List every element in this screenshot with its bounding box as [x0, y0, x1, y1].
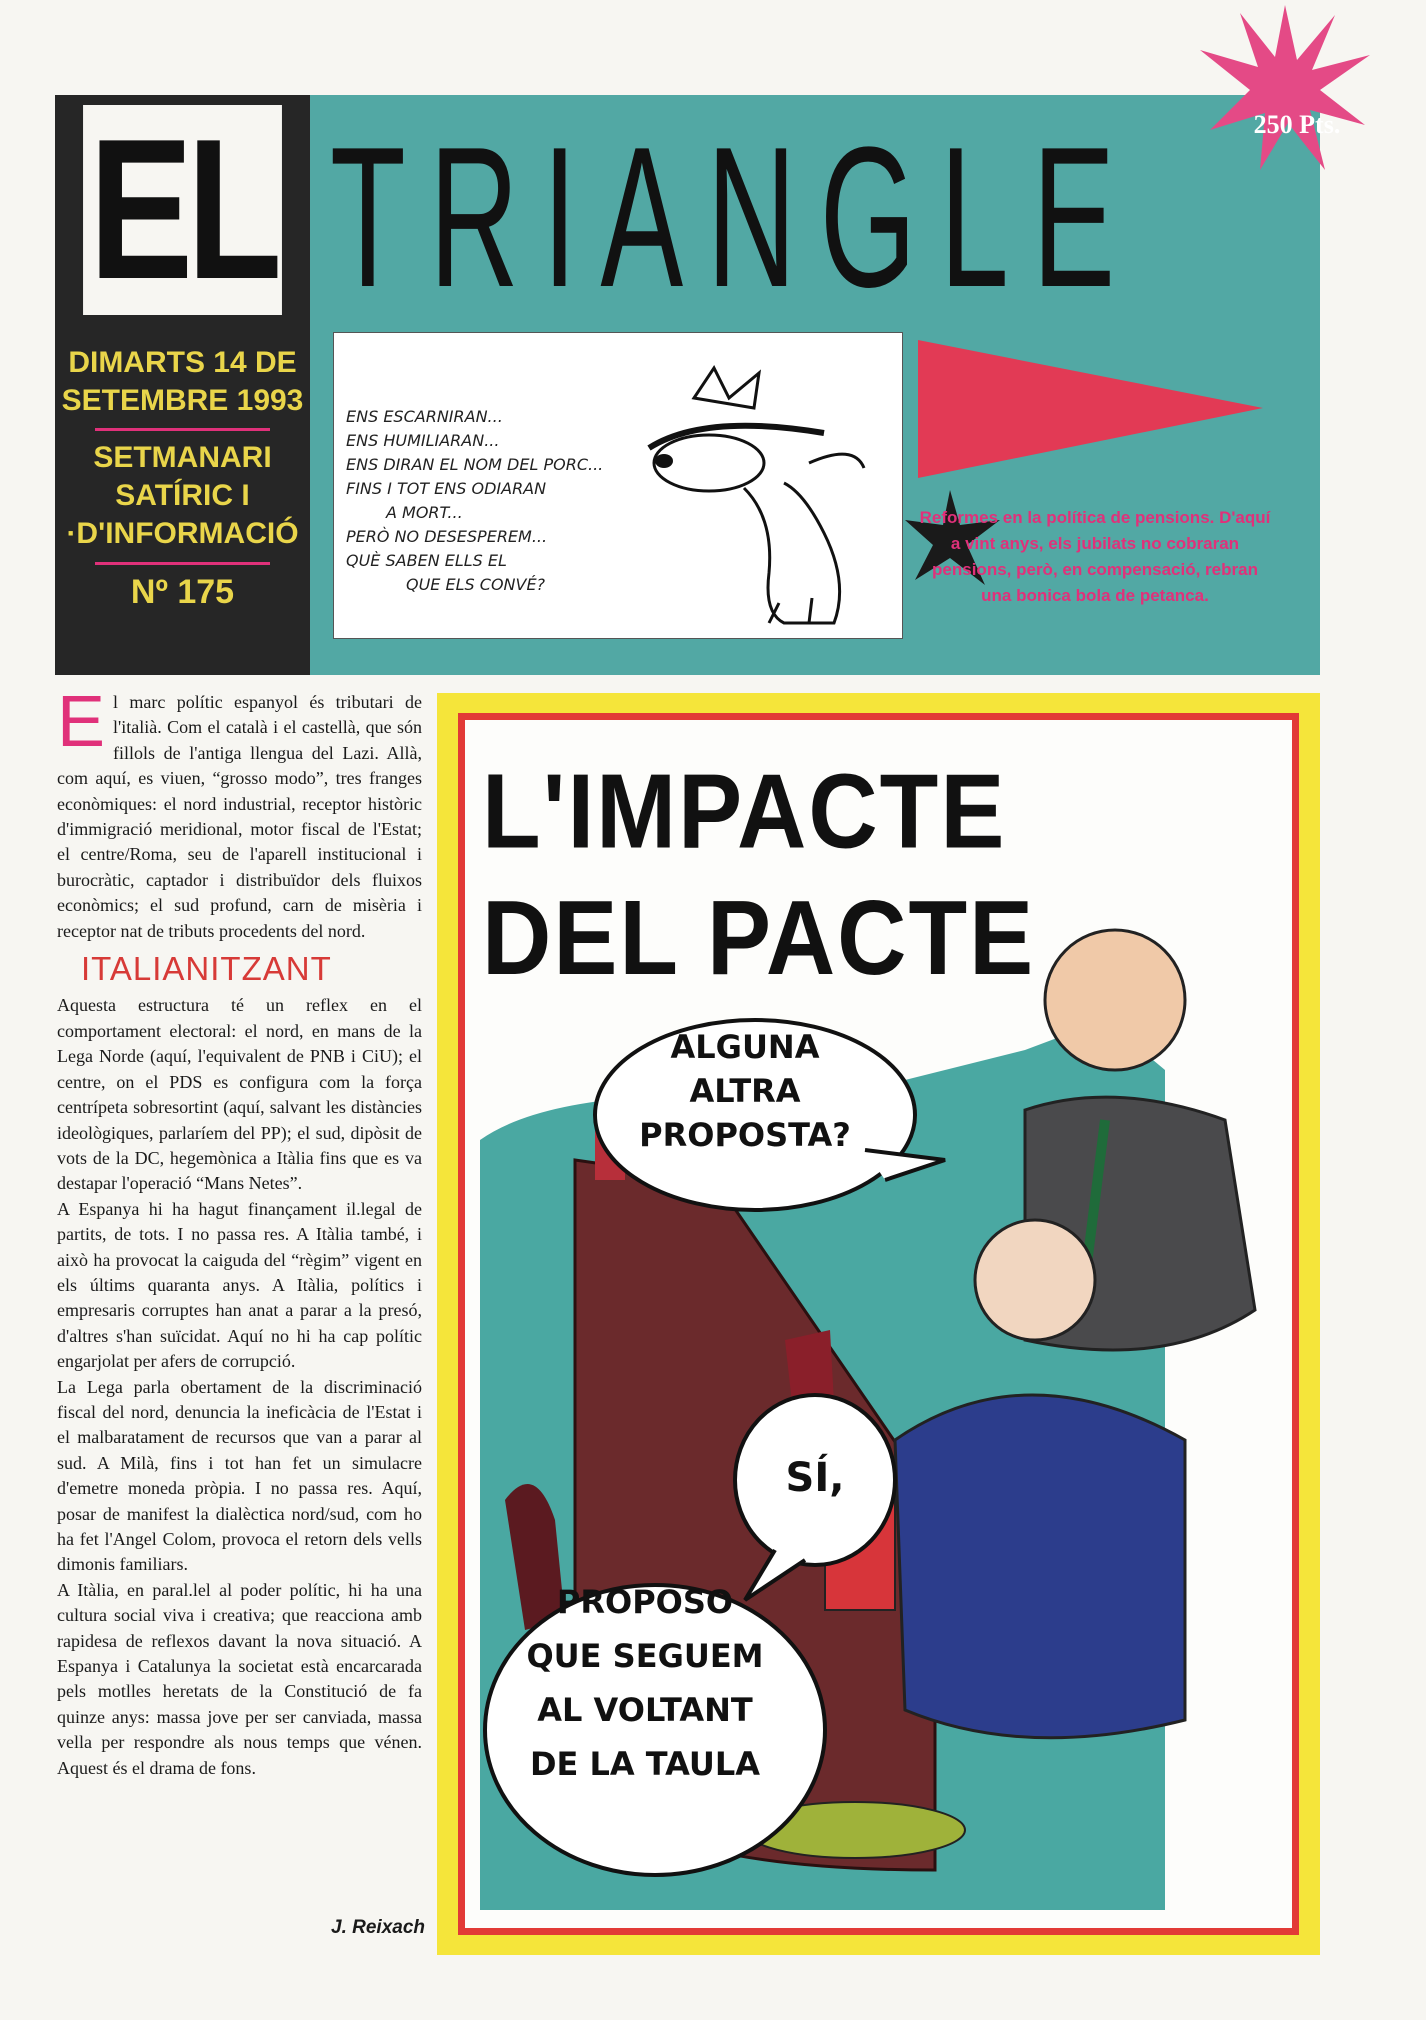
- price-starburst-icon: [1200, 5, 1370, 175]
- small-cartoon-panel: [333, 332, 903, 639]
- speech-line: ALGUNA: [670, 1028, 820, 1066]
- price-label: 250 Pts.: [1253, 110, 1341, 139]
- caption-line: FINS I TOT ENS ODIARAN: [346, 479, 547, 498]
- promo-text: Reformes en la política de pensions. D'aquí a vint anys, els jubilats no cobraran pensions, però, en compensació, rebran una bonica bola de petanca.: [919, 508, 1271, 605]
- figure-suit: [895, 1395, 1185, 1738]
- caption-line: PERÒ NO DESESPEREM...: [346, 527, 548, 546]
- speech-line: AL VOLTANT: [537, 1691, 753, 1729]
- speech-text: [615, 1025, 875, 1157]
- speech-line: QUE SEGUEM: [526, 1637, 764, 1675]
- speech-line: PROPOSTA?: [639, 1116, 851, 1154]
- speech-line: ALTRA: [689, 1072, 801, 1110]
- caption-line: A MORT...: [386, 503, 463, 522]
- issue-number: Nº 175: [130, 573, 235, 611]
- caption-line: ENS ESCARNIRAN...: [346, 407, 503, 426]
- logo-el: EL: [83, 105, 282, 315]
- headline-line: DEL PACTE: [482, 879, 1036, 998]
- date-line-1: DIMARTS 14 DE: [68, 346, 297, 379]
- date-line-2: SETEMBRE 1993: [61, 384, 304, 417]
- cartoon-caption: [346, 405, 646, 597]
- divider: [95, 562, 270, 565]
- drop-cap: E: [57, 682, 106, 762]
- author-byline: J. Reixach: [331, 1917, 425, 1938]
- publication-type-1: SETMANARI: [93, 441, 272, 474]
- editorial-article: [57, 682, 422, 1781]
- speech-text: [510, 1575, 780, 1791]
- article-paragraph: A Espanya hi ha hagut finançament il.legal de partits, de tots. I no passa res. A Itàlia també, i això ha provocat la caiguda del “règim” vigent en els últims quaranta anys. A Itàlia, polítics i empresaris corruptes han anat a parar a la presó, d'altres s'han suïcidat. Aquí no hi ha cap polític engarjolat per afers de corrupció.: [57, 1198, 422, 1372]
- headline-line: L'IMPACTE: [482, 752, 1007, 871]
- caption-line: QUÈ SABEN ELLS EL: [346, 551, 507, 570]
- cover-headline: [482, 749, 1122, 1002]
- article-subheading: ITALIANITZANT: [81, 950, 332, 988]
- divider: [95, 428, 270, 431]
- dog-character-icon: [634, 353, 894, 633]
- publication-type-3: ·D'INFORMACIÓ: [66, 517, 299, 550]
- article-paragraph: l marc polític espanyol és tributari de l'italià. Com el català i el castellà, que són fillols de l'antiga llengua del Lazi. Allà, com aquí, es viuen, “grosso modo”, tres franges econòmiques: el nord industrial, receptor històric d'immigració meridional, motor fiscal de l'Estat; el centre/Roma, seu de l'aparell institucional i burocràtic, captador i distribuïdor dels fluixos econòmics; el sud profund, carn de misèria i receptor nat de tributs procedents del nord.: [57, 692, 422, 941]
- caption-line: QUE ELS CONVÉ?: [406, 575, 546, 594]
- article-paragraph: La Lega parla obertament de la discriminació fiscal del nord, denuncia la ineficàcia de l'Estat i el malbaratament de recursos que van a parar al sud. A Milà, fins i tot han fet un simulacre d'emetre moneda pròpia. I no passa res. Aquí, posar de manifest la dialèctica nord/sud, com ho ha fet l'Angel Colom, provoca el retorn dels vells dimonis familiars.: [57, 1376, 422, 1575]
- pennant-flag-icon: [918, 340, 1268, 480]
- publication-type-2: SATÍRIC I: [115, 479, 250, 512]
- article-paragraph: Aquesta estructura té un reflex en el comportament electoral: el nord, en mans de la Lega Norde (aquí, l'equivalent de PNB i CiU); el centre, on el PDS es configura com la força centrípeta sobresortint (aquí, salvant les distàncies ideològiques, parlaríem del PP); el sud, dipòsit de vots de la DC, hegemònica a Itàlia fins que es va destapar l'operació “Mans Netes”.: [57, 995, 422, 1194]
- figure-head: [975, 1220, 1095, 1340]
- article-paragraph: A Itàlia, en paral.lel al poder polític, hi ha una cultura social viva i creativa; que reacciona amb rapidesa de reflexos davant la nova situació. A Espanya i Catalunya la societat està encarcarada pels motlles heretats de la Constitució de fa quinze anys: massa jove per ser canviada, massa vella per respondre als nous temps que vénen. Aquest és el drama de fons.: [57, 1579, 422, 1778]
- caption-line: ENS HUMILIARAN...: [346, 431, 500, 450]
- speech-line: DE LA TAULA: [529, 1745, 761, 1783]
- logo-triangle: TRIANGLE: [330, 106, 1139, 329]
- speech-line: PROPOSO: [556, 1583, 734, 1621]
- speech-text: SÍ,: [785, 1455, 845, 1501]
- caption-line: ENS DIRAN EL NOM DEL PORC...: [346, 455, 604, 474]
